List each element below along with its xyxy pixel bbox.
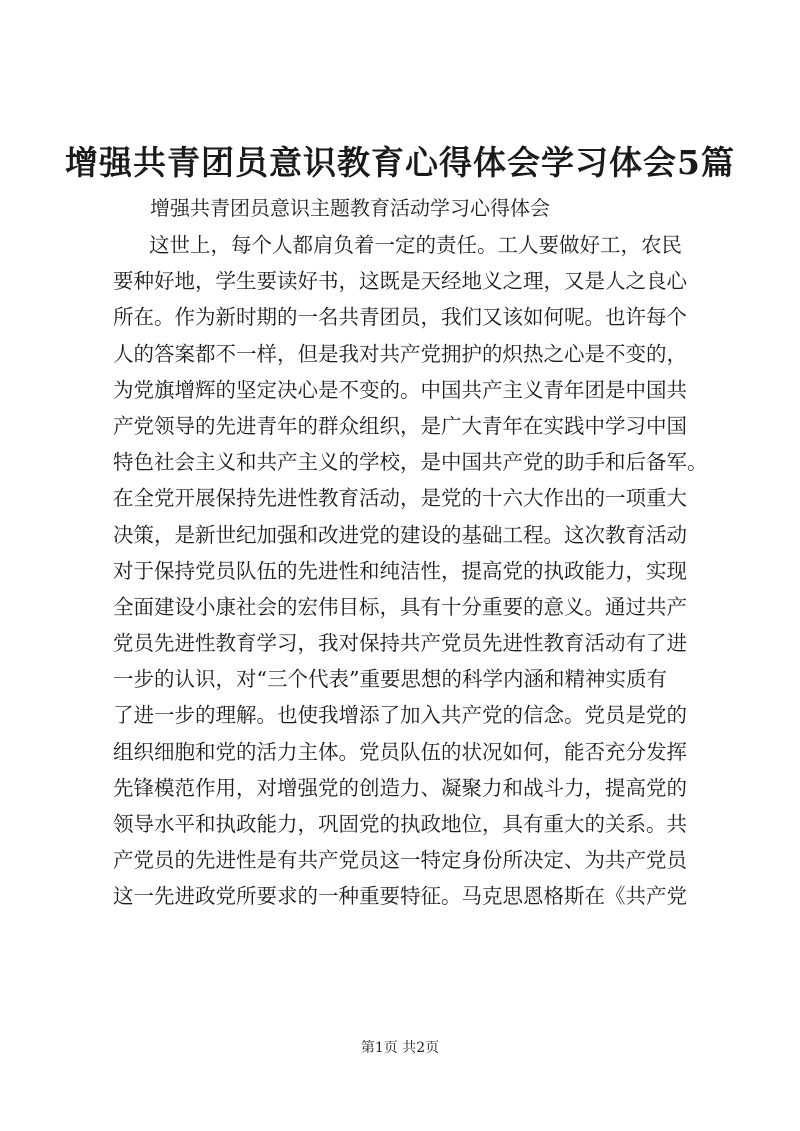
body-line: 了进一步的理解。也使我增添了加入共产党的信念。党员是党的 [113, 703, 687, 728]
body-line: 这世上，每个人都肩负着一定的责任。工人要做好工，农民 [149, 233, 682, 257]
document-subtitle: 增强共青团员意识主题教育活动学习心得体会 [150, 196, 550, 220]
body-line: 党员先进性教育学习，我对保持共产党员先进性教育活动有了进 [113, 631, 687, 656]
body-line: 组织细胞和党的活力主体。党员队伍的状况如何，能否充分发挥 [113, 739, 687, 764]
body-line: 领导水平和执政能力，巩固党的执政地位，具有重大的关系。共 [113, 812, 687, 836]
body-line: 要种好地，学生要读好书，这既是天经地义之理，又是人之良心 [113, 269, 687, 294]
body-line: 一步的认识，对“三个代表”重要思想的科学内涵和精神实质有 [113, 667, 667, 692]
body-line: 这一先进政党所要求的一种重要特征。马克思恩格斯在《共产党 [113, 884, 687, 909]
body-line: 决策，是新世纪加强和改进党的建设的基础工程。这次教育活动 [113, 522, 687, 547]
body-line: 先锋模范作用，对增强党的创造力、凝聚力和战斗力，提高党的 [113, 775, 687, 800]
body-line: 产党员的先进性是有共产党员这一特定身份所决定、为共产党员 [113, 848, 687, 873]
body-line: 人的答案都不一样，但是我对共产党拥护的炽热之心是不变的， [113, 341, 687, 366]
body-line: 所在。作为新时期的一名共青团员，我们又该如何呢。也许每个 [113, 305, 687, 330]
document-title: 增强共青团员意识教育心得体会学习体会5篇 [65, 143, 735, 182]
body-line: 在全党开展保持先进性教育活动，是党的十六大作出的一项重大 [113, 486, 687, 511]
body-line: 为党旗增辉的坚定决心是不变的。中国共产主义青年团是中国共 [113, 377, 687, 402]
body-paragraph [113, 227, 713, 915]
body-line: 对于保持党员队伍的先进性和纯洁性，提高党的执政能力，实现 [113, 558, 687, 583]
page-number-footer: 第1页 共2页 [360, 1040, 440, 1056]
body-line: 全面建设小康社会的宏伟目标，具有十分重要的意义。通过共产 [113, 594, 687, 619]
body-line: 产党领导的先进青年的群众组织，是广大青年在实践中学习中国 [113, 413, 687, 438]
body-line: 特色社会主义和共产主义的学校，是中国共产党的助手和后备军。 [113, 450, 708, 475]
